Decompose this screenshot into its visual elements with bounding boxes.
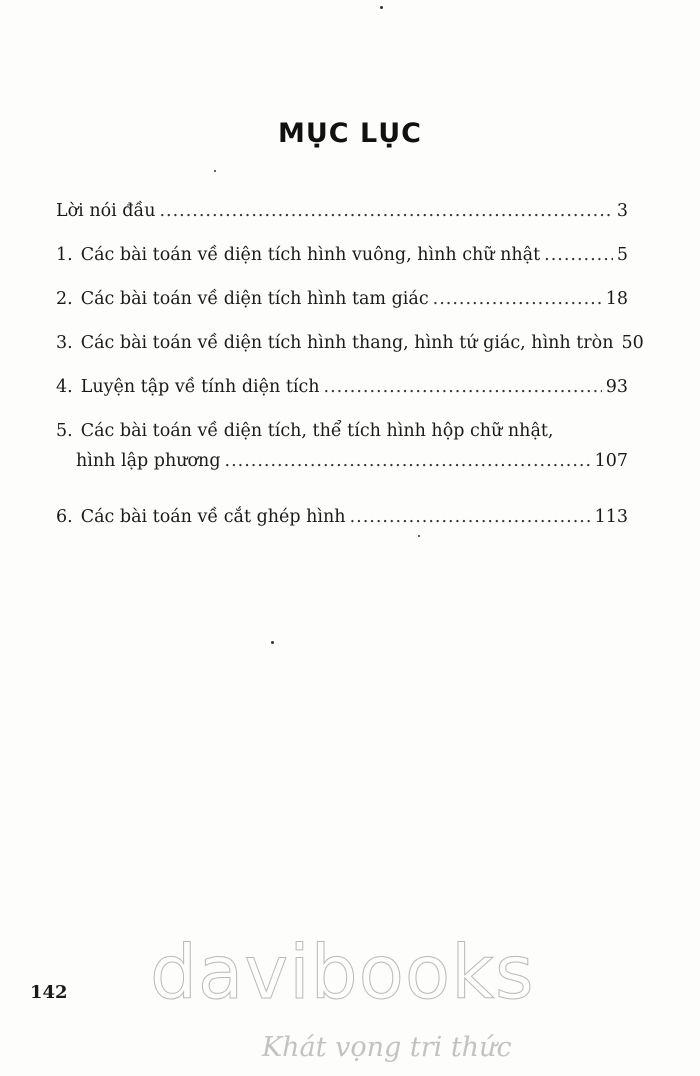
table-of-contents [56,196,644,546]
toc-page-number: 18 [605,289,628,309]
toc-entry-text: Các bài toán về diện tích, thể tích hình hộp chữ nhật, [80,421,554,441]
toc-entry-2 [56,284,628,328]
toc-entry-text: Các bài toán về cắt ghép hình [80,507,346,527]
print-speck [418,535,420,537]
toc-entry-number: 5. [56,421,73,441]
toc-page-number: 50 [621,333,644,353]
dot-leader [159,196,612,226]
toc-entry-4 [56,372,628,416]
toc-entry-preface [56,196,628,240]
toc-entry-number: 4. [56,377,73,397]
toc-entry-text: Các bài toán về diện tích hình vuông, hình chữ nhật [80,245,541,265]
dot-leader [350,502,591,532]
toc-entry-text: Các bài toán về diện tích hình tam giác [80,289,429,309]
toc-entry-number: 6. [56,507,73,527]
dot-leader [433,284,602,314]
toc-entry-text: Luyện tập về tính diện tích [80,377,320,397]
dot-leader [324,372,602,402]
dot-leader [225,446,591,476]
page-number: 142 [30,982,68,1003]
toc-entry-number: 2. [56,289,73,309]
toc-entry-5 [56,416,628,502]
print-speck [271,641,274,644]
toc-entry-text: Các bài toán về diện tích hình thang, hình tứ giác, hình tròn [80,333,614,353]
toc-entry-number: 3. [56,333,73,353]
toc-page-number: 113 [594,507,628,527]
toc-entry-text: Lời nói đầu [56,201,156,221]
page-title: MỤC LỤC [278,118,422,149]
toc-page-number: 93 [605,377,628,397]
toc-page-number: 3 [616,201,628,221]
toc-page-number: 107 [594,451,628,471]
toc-entry-3 [56,328,644,372]
watermark-tagline: Khát vọng tri thức [262,1032,512,1063]
toc-entry-number: 1. [56,245,73,265]
print-speck [380,6,383,9]
print-speck [214,170,216,172]
toc-entry-1 [56,240,628,284]
watermark-logo: davibooks [150,930,535,1016]
dot-leader [544,240,613,270]
toc-page-number: 5 [616,245,628,265]
toc-entry-6 [56,502,628,546]
toc-entry-text-continued: hình lập phương [76,451,221,471]
